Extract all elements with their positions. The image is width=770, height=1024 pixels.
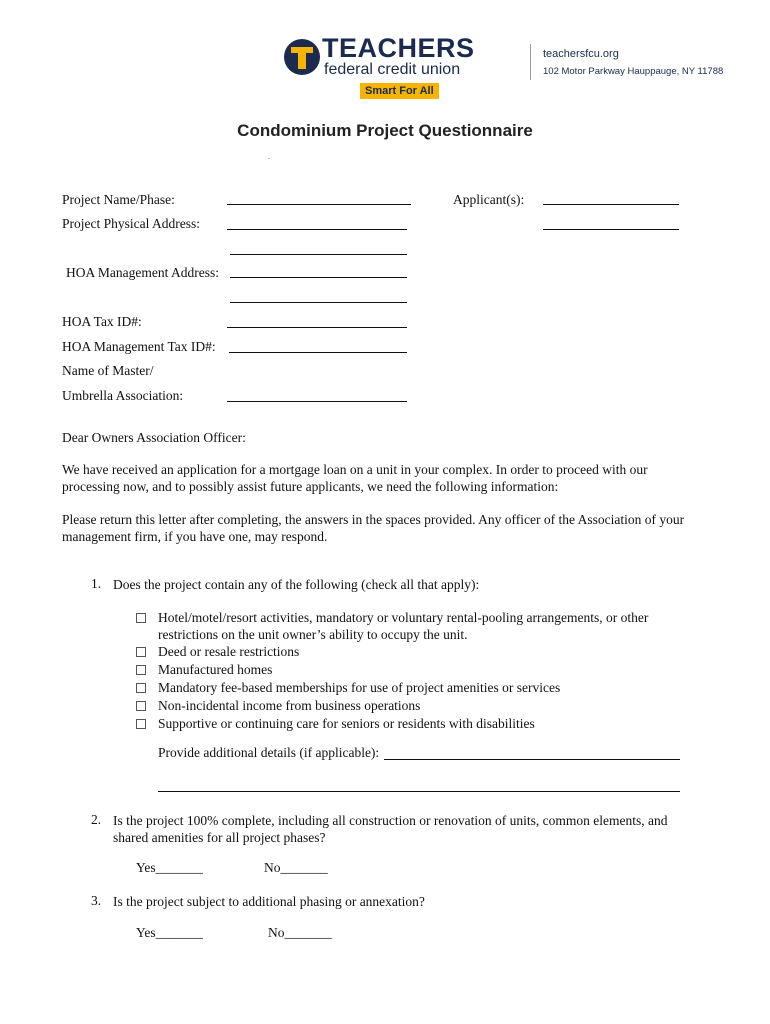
tagline-badge: Smart For All	[360, 83, 439, 99]
checkbox-icon[interactable]	[136, 683, 146, 693]
teachers-logo-icon	[283, 38, 321, 76]
question-3-no-field[interactable]: No_______	[268, 925, 332, 940]
additional-details-field[interactable]	[384, 759, 680, 760]
checkbox-icon[interactable]	[136, 701, 146, 711]
brand-name: TEACHERS	[322, 33, 475, 63]
question-2-yes-field[interactable]: Yes_______	[136, 860, 203, 875]
checkbox-icon[interactable]	[136, 719, 146, 729]
mailing-address: 102 Motor Parkway Hauppauge, NY 11788	[543, 66, 724, 77]
hoa-mgmt-address-field[interactable]	[230, 277, 407, 278]
checkbox-icon[interactable]	[136, 665, 146, 675]
option-label: Hotel/motel/resort activities, mandatory or voluntary rental-pooling arrangements, or other restrictions on the unit owner’s ability to occupy the unit.	[158, 610, 649, 642]
master-association-label-1: Name of Master/	[62, 363, 154, 378]
brand-subtitle: federal credit union	[324, 61, 461, 78]
checkbox-icon[interactable]	[136, 613, 146, 623]
question-2-text: Is the project 100% complete, including all construction or renovation of units, common elements, and shared amenities for all project phases?	[113, 813, 668, 845]
hoa-mgmt-tax-id-label: HOA Management Tax ID#:	[62, 339, 216, 354]
master-association-field[interactable]	[227, 401, 407, 402]
question-2-no-field[interactable]: No_______	[264, 860, 328, 875]
option-label: Non-incidental income from business operations	[158, 698, 421, 713]
salutation: Dear Owners Association Officer:	[62, 430, 246, 445]
physical-address-label: Project Physical Address:	[62, 216, 200, 231]
additional-details-field-2[interactable]	[158, 791, 680, 792]
question-3-text: Is the project subject to additional phasing or annexation?	[113, 894, 425, 909]
option-deed-restrictions[interactable]	[136, 643, 676, 661]
question-3-yes-field[interactable]: Yes_______	[136, 925, 203, 940]
applicants-field[interactable]	[543, 204, 679, 205]
checkbox-icon[interactable]	[136, 647, 146, 657]
option-label: Supportive or continuing care for seniors or residents with disabilities	[158, 716, 535, 731]
header-divider	[530, 44, 531, 80]
question-3-number: 3.	[91, 893, 102, 908]
page-title: Condominium Project Questionnaire	[237, 121, 533, 140]
hoa-tax-id-field[interactable]	[227, 327, 407, 328]
stray-mark: .	[268, 152, 270, 161]
intro-paragraph: We have received an application for a mortgage loan on a unit in your complex. In order to proceed with our processing now, and to possibly assist future applicants, we need the following information:	[62, 462, 648, 494]
option-supportive-care[interactable]	[136, 715, 676, 733]
hoa-mgmt-tax-id-field[interactable]	[229, 352, 407, 353]
option-label: Manufactured homes	[158, 662, 273, 677]
additional-details-label: Provide additional details (if applicable):	[158, 745, 380, 760]
option-business-income[interactable]	[136, 697, 676, 715]
question-1-text: Does the project contain any of the following (check all that apply):	[113, 577, 480, 592]
hoa-tax-id-label: HOA Tax ID#:	[62, 314, 142, 329]
applicants-label: Applicant(s):	[453, 192, 525, 207]
option-label: Mandatory fee-based memberships for use of project amenities or services	[158, 680, 561, 695]
question-1-number: 1.	[91, 576, 102, 591]
option-fee-memberships[interactable]	[136, 679, 676, 697]
website-link[interactable]: teachersfcu.org	[543, 48, 619, 60]
hoa-mgmt-address-field-2[interactable]	[230, 302, 407, 303]
physical-address-field-2[interactable]	[230, 254, 407, 255]
physical-address-field[interactable]	[227, 229, 407, 230]
instructions-paragraph: Please return this letter after completing, the answers in the spaces provided. Any officer of the Association of your management firm, if you have one, may respond.	[62, 512, 685, 544]
project-name-field[interactable]	[227, 204, 411, 205]
hoa-mgmt-address-label: HOA Management Address:	[66, 265, 219, 280]
master-association-label-2: Umbrella Association:	[62, 388, 184, 403]
project-name-label: Project Name/Phase:	[62, 192, 175, 207]
option-manufactured-homes[interactable]	[136, 661, 676, 679]
question-2-number: 2.	[91, 812, 102, 827]
applicants-field-2[interactable]	[543, 229, 679, 230]
option-label: Deed or resale restrictions	[158, 644, 300, 659]
question-1-options	[136, 609, 676, 733]
option-hotel-motel[interactable]	[136, 609, 676, 643]
